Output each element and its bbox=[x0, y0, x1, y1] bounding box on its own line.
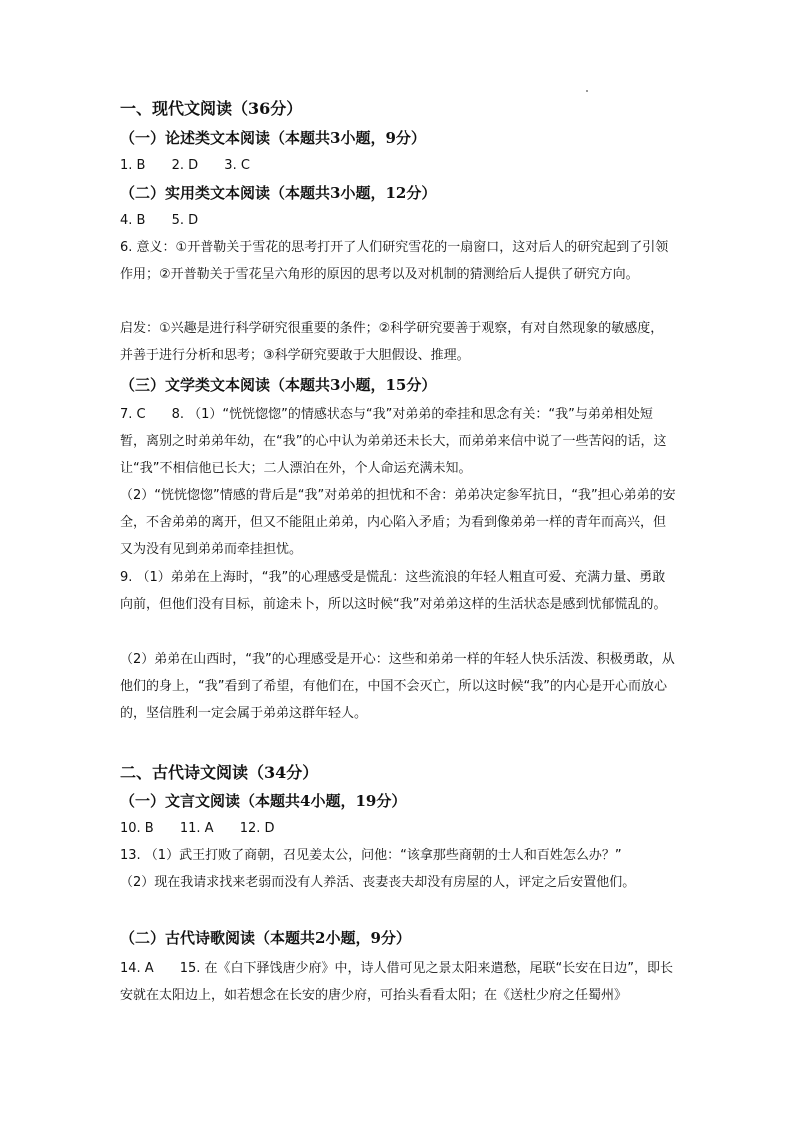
answer-2: 2. D bbox=[171, 158, 199, 173]
section-2-title: 二、古代诗文阅读（34分） bbox=[120, 763, 319, 782]
answers-row-1-3 bbox=[120, 152, 272, 179]
q13-part-1: 13. （1）武王打败了商朝，召见姜太公，问他：“该拿那些商朝的士人和百姓怎么办？” bbox=[120, 848, 622, 863]
q9-part-2: （2）弟弟在山西时，“我”的心理感受是开心：这些和弟弟一样的年轻人快乐活泼、积极勇敢，从他们的身上，“我”看到了希望，有他们在，中国不会灭亡，所以这时候“我”的内心是开心而放心的，坚信胜利一定会属于弟弟这群年轻人。 bbox=[120, 652, 675, 721]
answer-12: 12. D bbox=[239, 821, 275, 836]
part-2-1-title: （一）文言文阅读（本题共4小题，19分） bbox=[120, 792, 407, 810]
part-1-2-title: （二）实用类文本阅读（本题共3小题，12分） bbox=[120, 184, 437, 202]
q7-q8-answer: 7. C 8. （1）“恍恍惚惚”的情感状态与“我”对弟弟的牵挂和思念有关：“我”与弟弟相处短暂，离别之时弟弟年幼，在“我”的心中认为弟弟还未长大，而弟弟来信中说了一些苦闷的话，这让“我”不相信他已长大；二人漂泊在外，个人命运充满未知。 bbox=[120, 407, 667, 476]
answer-10: 10. B bbox=[120, 821, 154, 836]
section-1-title: 一、现代文阅读（36分） bbox=[120, 99, 303, 118]
q13-part-2: （2）现在我请求找来老弱而没有人养活、丧妻丧夫却没有房屋的人，评定之后安置他们。 bbox=[120, 875, 636, 890]
answers-row-4-5 bbox=[120, 207, 220, 234]
scan-speck bbox=[586, 90, 588, 92]
answer-4: 4. B bbox=[120, 213, 146, 228]
part-1-1-title: （一）论述类文本阅读（本题共3小题，9分） bbox=[120, 129, 426, 147]
part-1-3-title: （三）文学类文本阅读（本题共3小题，15分） bbox=[120, 376, 437, 394]
q9-part-1: 9. （1）弟弟在上海时，“我”的心理感受是慌乱：这些流浪的年轻人粗直可爱、充满力量、勇敢向前，但他们没有目标，前途未卜，所以这时候“我”对弟弟这样的生活状态是感到忧郁慌乱的。 bbox=[120, 570, 667, 612]
answer-5: 5. D bbox=[171, 213, 199, 228]
part-2-2-title: （二）古代诗歌阅读（本题共2小题，9分） bbox=[120, 929, 411, 947]
answer-11: 11. A bbox=[179, 821, 214, 836]
answers-row-10-12 bbox=[120, 815, 297, 842]
q6-insight: 启发：①兴趣是进行科学研究很重要的条件；②科学研究要善于观察，有对自然现象的敏感度，并善于进行分析和思考；③科学研究要敢于大胆假设、推理。 bbox=[120, 321, 664, 363]
q8-part-2: （2）“恍恍惚惚”情感的背后是“我”对弟弟的担忧和不舍：弟弟决定参军抗日，“我”担心弟弟的安全，不舍弟弟的离开，但又不能阻止弟弟，内心陷入矛盾；为看到像弟弟一样的青年而高兴，但又为没有见到弟弟而牵挂担忧。 bbox=[120, 488, 676, 557]
q14-q15-answer: 14. A 15. 在《白下驿饯唐少府》中，诗人借可见之景太阳来遣愁，尾联“长安在日边”，即长安就在太阳边上，如若想念在长安的唐少府，可抬头看看太阳；在《送杜少府之任蜀州》 bbox=[120, 961, 673, 1003]
answer-1: 1. B bbox=[120, 158, 146, 173]
answer-3: 3. C bbox=[224, 158, 250, 173]
q6-meaning: 6. 意义：①开普勒关于雪花的思考打开了人们研究雪花的一扇窗口，这对后人的研究起到了引领作用；②开普勒关于雪花呈六角形的原因的思考以及对机制的猜测给后人提供了研究方向。 bbox=[120, 240, 669, 282]
